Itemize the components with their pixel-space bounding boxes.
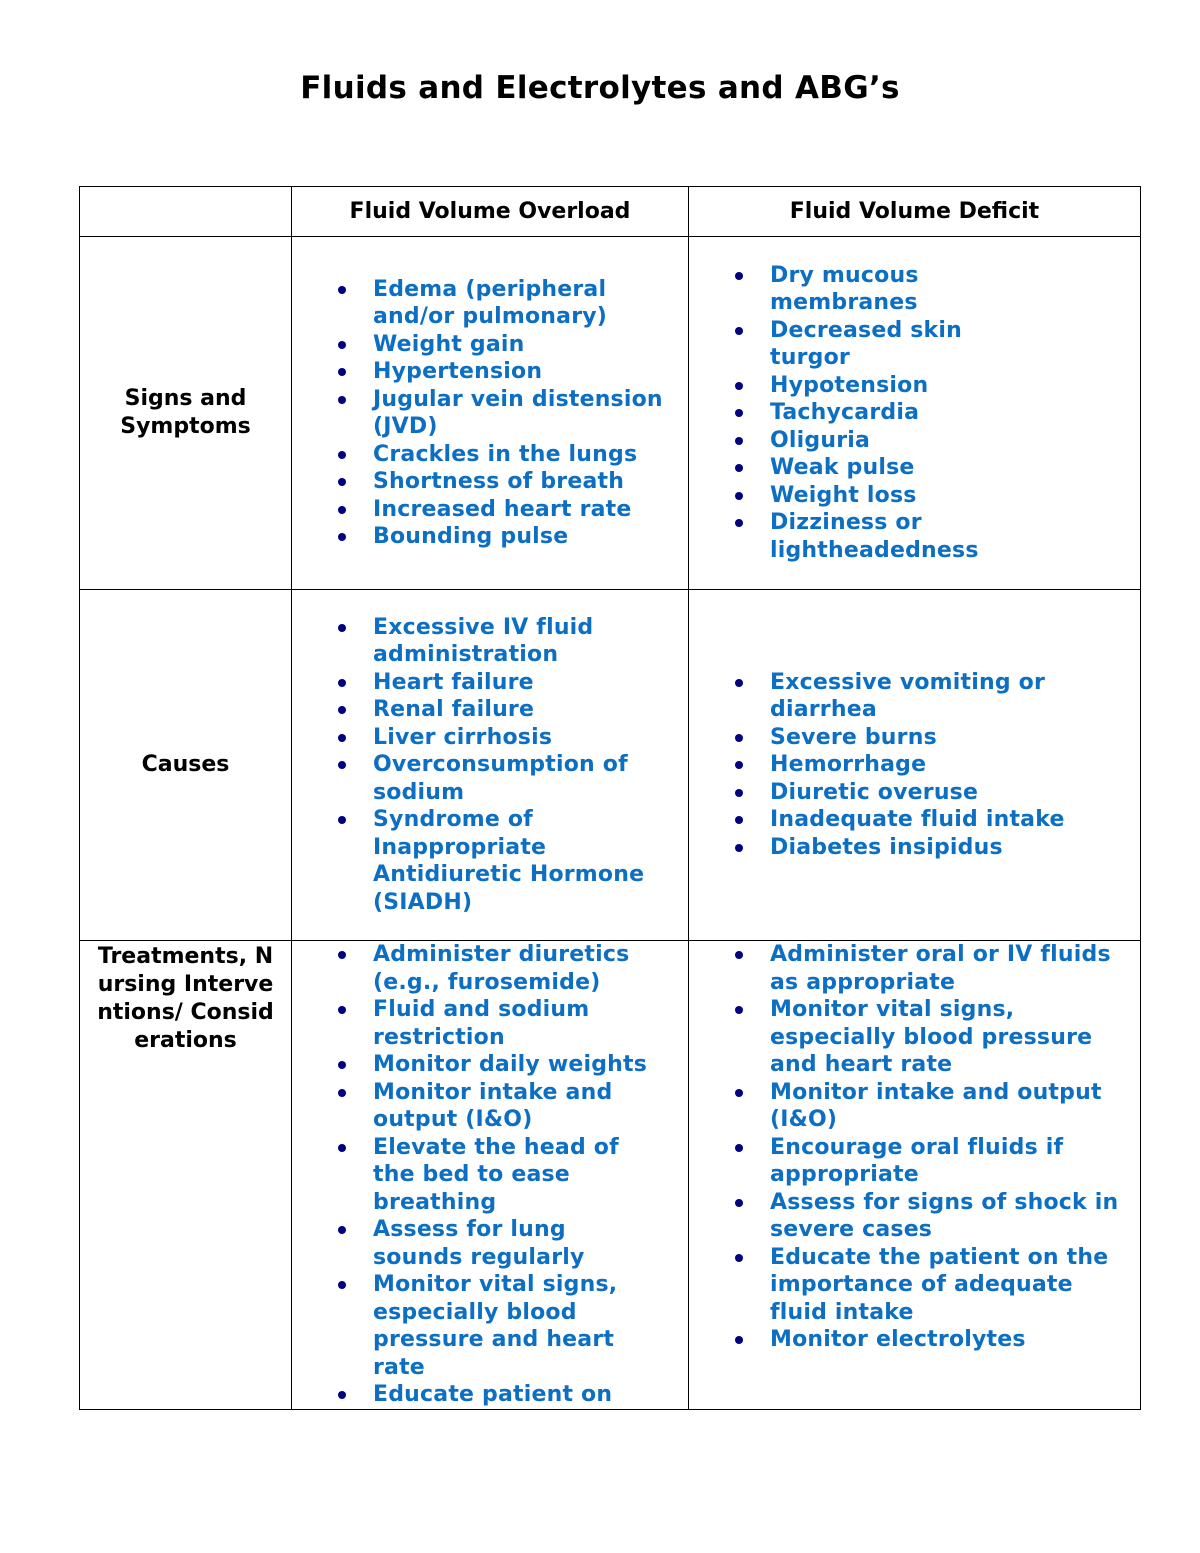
list-item: Crackles in the lungs (373, 441, 686, 469)
list-item: Excessive vomiting or diarrhea (770, 669, 1080, 724)
list-item: Monitor intake and output (I&O) (373, 1079, 658, 1134)
list-item: Liver cirrhosis (373, 724, 674, 752)
list-item: Dizziness or lightheadedness (770, 509, 1040, 564)
list-item: Tachycardia (770, 399, 1040, 427)
list-item: Educate the patient on the importance of adequate fluid intake (770, 1244, 1134, 1327)
list-item: Weight gain (373, 331, 686, 359)
list-signs-deficit (689, 262, 1140, 565)
list-item: Inadequate fluid intake (770, 806, 1080, 834)
header-empty-cell (80, 187, 292, 237)
table-row-signs-symptoms (80, 237, 1141, 590)
header-fluid-volume-overload: Fluid Volume Overload (292, 187, 689, 237)
list-item: Dry mucous membranes (770, 262, 1040, 317)
list-item: Monitor electrolytes (770, 1326, 1134, 1354)
table-header-row (80, 187, 1141, 237)
list-item: Monitor vital signs, especially blood pressure and heart rate (373, 1271, 658, 1381)
list-item: Shortness of breath (373, 468, 686, 496)
page-title: Fluids and Electrolytes and ABG’s (300, 70, 900, 106)
fluid-comparison-table (79, 186, 1141, 1410)
list-item: Assess for signs of shock in severe cases (770, 1189, 1134, 1244)
list-treatments-deficit (689, 941, 1140, 1354)
list-item: Diabetes insipidus (770, 834, 1080, 862)
list-item: Elevate the head of the bed to ease breathing (373, 1134, 658, 1217)
list-item: Syndrome of Inappropriate Antidiuretic Hormone (SIADH) (373, 806, 674, 916)
list-item: Oliguria (770, 427, 1040, 455)
list-causes-deficit (689, 669, 1140, 862)
list-item: Excessive IV fluid administration (373, 614, 674, 669)
list-item: Severe burns (770, 724, 1080, 752)
row-label-text: Signs and Symptoms (120, 386, 251, 439)
row-label-text: Treatments, Nursing Interventions/ Considerations (97, 944, 274, 1053)
list-item: Decreased skin turgor (770, 317, 1040, 372)
cell-causes-overload (292, 590, 689, 941)
list-item: Jugular vein distension (JVD) (373, 386, 686, 441)
cell-treatments-deficit (689, 941, 1141, 1410)
list-item: Overconsumption of sodium (373, 751, 674, 806)
row-label-treatments (80, 941, 292, 1410)
cell-signs-overload (292, 237, 689, 590)
list-item: Heart failure (373, 669, 674, 697)
list-item: Hypotension (770, 372, 1040, 400)
header-fluid-volume-deficit: Fluid Volume Deficit (689, 187, 1141, 237)
list-item: Edema (peripheral and/or pulmonary) (373, 276, 686, 331)
list-item: Weight loss (770, 482, 1040, 510)
list-item: Administer diuretics (e.g., furosemide) (373, 941, 658, 996)
list-item: Encourage oral fluids if appropriate (770, 1134, 1134, 1189)
list-item: Increased heart rate (373, 496, 686, 524)
list-item: Diuretic overuse (770, 779, 1080, 807)
list-item: Administer oral or IV fluids as appropriate (770, 941, 1134, 996)
list-item: Weak pulse (770, 454, 1040, 482)
row-label-causes: Causes (80, 590, 292, 941)
list-item: Educate patient on (373, 1381, 658, 1409)
list-item: Hypertension (373, 358, 686, 386)
row-label-signs-symptoms (80, 237, 292, 590)
cell-signs-deficit (689, 237, 1141, 590)
list-signs-overload (292, 276, 688, 551)
list-item: Hemorrhage (770, 751, 1080, 779)
list-item: Monitor intake and output (I&O) (770, 1079, 1134, 1134)
list-item: Monitor vital signs, especially blood pressure and heart rate (770, 996, 1134, 1079)
cell-causes-deficit (689, 590, 1141, 941)
list-item: Fluid and sodium restriction (373, 996, 658, 1051)
list-item: Assess for lung sounds regularly (373, 1216, 658, 1271)
cell-treatments-overload (292, 941, 689, 1410)
list-causes-overload (292, 614, 688, 917)
table-row-causes (80, 590, 1141, 941)
list-item: Monitor daily weights (373, 1051, 658, 1079)
list-item: Renal failure (373, 696, 674, 724)
table-row-treatments (80, 941, 1141, 1410)
list-item: Bounding pulse (373, 523, 686, 551)
list-treatments-overload (292, 941, 688, 1409)
